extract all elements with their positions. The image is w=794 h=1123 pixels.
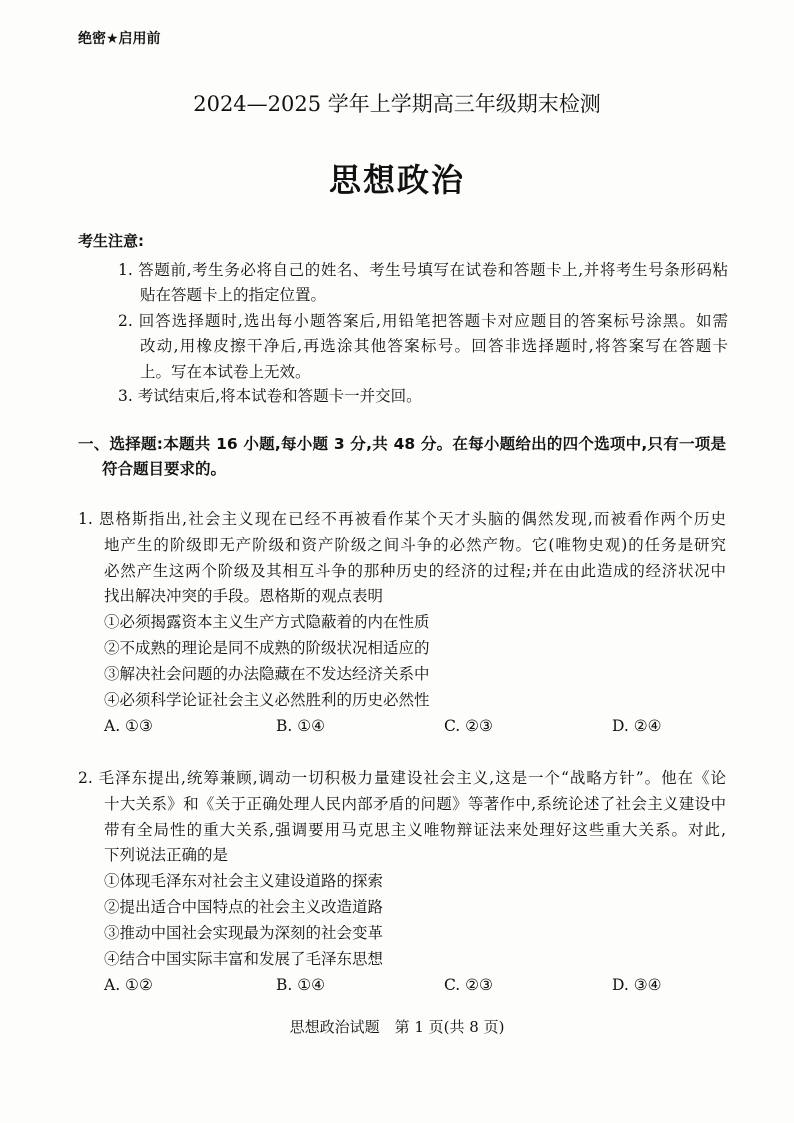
answer-option: B. ①④ <box>276 717 326 736</box>
statement-item: ③推动中国社会实现最为深刻的社会变革 <box>104 923 384 942</box>
section-heading: 符合题目要求的。 <box>102 460 227 478</box>
notice-title: 考生注意: <box>78 232 144 250</box>
page-footer: 思想政治试题 第 1 页(共 8 页) <box>289 1018 505 1036</box>
question-text: 十大关系》和《关于正确处理人民内部矛盾的问题》等著作中,系统论述了社会主义建设中 <box>104 794 726 813</box>
question-text: 找出解决冲突的手段。恩格斯的观点表明 <box>104 587 384 606</box>
notice-line: 上。写在本试卷上无效。 <box>140 363 311 381</box>
notice-line: 2. 回答选择题时,选出每小题答案后,用铅笔把答题卡对应题目的答案标号涂黑。如需 <box>118 312 728 330</box>
question-text: 带有全局性的重大关系,强调要用马克思主义唯物辩证法来处理好这些重大关系。对此, <box>104 820 726 839</box>
answer-option: C. ②③ <box>444 717 493 736</box>
statement-item: ①体现毛泽东对社会主义建设道路的探索 <box>104 872 384 891</box>
question-text: 1. 恩格斯指出,社会主义现在已经不再被看作某个天才头脑的偶然发现,而被看作两个历史 <box>78 510 726 528</box>
question-text: 下列说法正确的是 <box>104 846 229 865</box>
answer-option: A. ①③ <box>104 717 153 736</box>
subject-title: 思想政治 <box>328 161 465 199</box>
question-text: 地产生的阶级即无产阶级和资产阶级之间斗争的必然产物。它(唯物史观)的任务是研究 <box>104 535 726 554</box>
question-text: 2. 毛泽东提出,统筹兼顾,调动一切积极力量建设社会主义,这是一个“战略方针”。他在《论 <box>78 769 726 787</box>
statement-item: ③解决社会问题的办法隐藏在不发达经济关系中 <box>104 664 430 683</box>
statement-item: ②不成熟的理论是同不成熟的阶级状况相适应的 <box>104 639 430 657</box>
statement-item: ④结合中国实际丰富和发展了毛泽东思想 <box>104 949 384 968</box>
notice-line: 3. 考试结束后,将本试卷和答题卡一并交回。 <box>118 387 422 405</box>
answer-option: D. ③④ <box>612 976 662 995</box>
answer-option: A. ①② <box>104 976 153 995</box>
notice-line: 1. 答题前,考生务必将自己的姓名、考生号填写在试卷和答题卡上,并将考生号条形码粘 <box>118 261 728 279</box>
notice-line: 贴在答题卡上的指定位置。 <box>140 286 327 304</box>
answer-option: B. ①④ <box>276 976 326 995</box>
question-text: 必然产生这两个阶级及其相互斗争的那种历史的经济的过程;并在由此造成的经济状况中 <box>104 561 726 580</box>
notice-line: 改动,用橡皮擦干净后,再选涂其他答案标号。回答非选择题时,将答案写在答题卡 <box>140 337 728 355</box>
section-heading: 一、选择题:本题共 16 小题,每小题 3 分,共 48 分。在每小题给出的四个选项中,只有一项是 <box>78 435 726 453</box>
answer-option: D. ②④ <box>612 717 662 736</box>
statement-item: ④必须科学论证社会主义必然胜利的历史必然性 <box>104 690 430 709</box>
exam-title: 2024—2025 学年上学期高三年级期末检测 <box>193 92 601 116</box>
answer-option: C. ②③ <box>444 976 493 995</box>
statement-item: ②提出适合中国特点的社会主义改造道路 <box>104 898 384 916</box>
confidential-label: 绝密★启用前 <box>78 31 161 47</box>
statement-item: ①必须揭露资本主义生产方式隐蔽着的内在性质 <box>104 613 430 632</box>
